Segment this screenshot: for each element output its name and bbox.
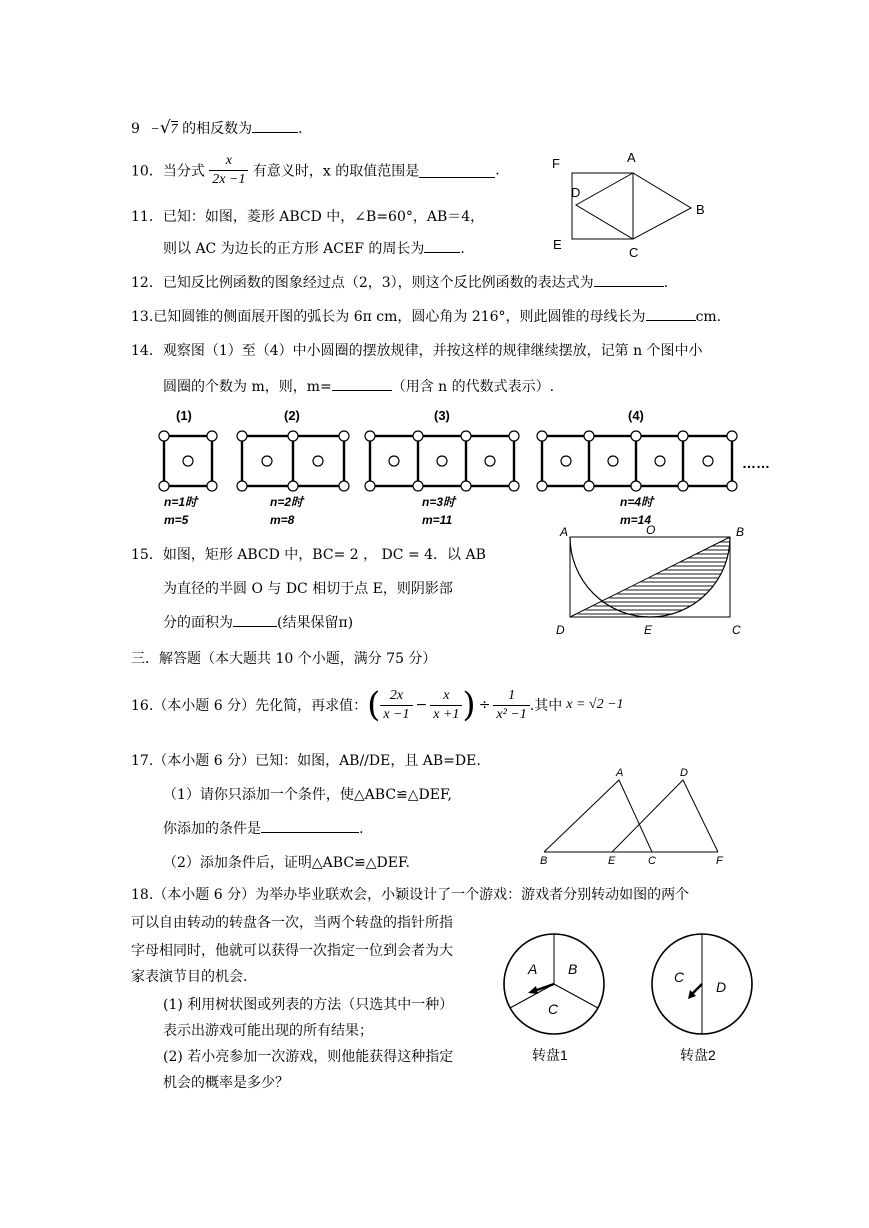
label-A: A	[627, 150, 636, 165]
question-text: 有意义时，x 的取值范围是	[252, 163, 420, 180]
question-text: 的相反数为	[182, 121, 253, 137]
triangles-figure	[536, 764, 736, 868]
question-text: (结果保留π)	[277, 615, 354, 631]
fraction-2	[430, 687, 462, 724]
fraction-denominator: x +1	[433, 706, 460, 722]
question-text: 13.已知圆锥的侧面展开图的弧长为 6π cm，圆心角为 216°，则此圆锥的母线长为	[131, 309, 646, 325]
question-18-line3: 字母相同时，他就可以获得一次指定一位到会者为大	[131, 943, 453, 959]
question-text: 12．已知反比例函数的图象经过点（2，3），则这个反比例函数的表达式为	[131, 275, 594, 291]
n-label-1: n=1时	[164, 495, 198, 509]
question-18-line4: 家表演节目的机会.	[131, 969, 248, 985]
label-B: B	[540, 855, 548, 867]
fraction-denominator: x −1	[383, 706, 410, 722]
label-O: O	[646, 524, 656, 537]
label-D: D	[571, 185, 581, 200]
sector-label-D: D	[716, 979, 727, 995]
fraction	[209, 152, 248, 189]
question-17-line2: （1）请你只添加一个条件，使△ABC≌△DEF,	[163, 787, 452, 803]
question-15-line1: 15．如图，矩形 ABCD 中，BC= 2 ， DC = 4．以 AB	[131, 547, 486, 563]
period: .	[298, 121, 303, 137]
answer-blank[interactable]	[594, 272, 664, 287]
spinner-1	[504, 934, 604, 1063]
n-label-3: n=3时	[422, 495, 456, 509]
question-text: 10．当分式	[131, 163, 205, 180]
period: .	[663, 275, 669, 291]
rhombus-square-figure	[548, 148, 718, 260]
divide-sign: ÷	[478, 697, 491, 713]
fraction-numerator: 1	[493, 687, 529, 706]
fraction-3	[493, 687, 529, 724]
question-15-line2: 为直径的半圆 O 与 DC 相切于点 E，则阴影部	[163, 581, 453, 597]
fig-title-1: (1)	[176, 408, 192, 423]
question-18-line8: 机会的概率是多少？	[163, 1075, 289, 1091]
question-text: 分的面积为	[163, 615, 233, 631]
spinner-2-caption: 转盘2	[680, 1047, 716, 1063]
spinner-2	[652, 934, 752, 1063]
fraction-numerator: x	[430, 687, 462, 706]
label-A: A	[560, 525, 569, 539]
spinner-1-caption: 转盘1	[532, 1047, 568, 1063]
question-14-line1: 14．观察图（1）至（4）中小圆圈的摆放规律，并按这样的规律继续摆放，记第 n 个图中小	[131, 343, 703, 359]
question-17-line1: 17.（本小题 6 分）已知：如图，AB//DE，且 AB=DE.	[131, 753, 481, 769]
question-15-line3	[163, 612, 353, 632]
n-label-4: n=4时	[620, 495, 654, 509]
question-14-line2	[163, 376, 554, 396]
fraction-numerator: x	[209, 152, 248, 171]
right-paren: )	[462, 685, 476, 725]
minus-sign: −	[150, 122, 160, 137]
sector-label-B: B	[568, 961, 578, 977]
question-text: 16.（本小题 6 分）先化简，再求值：	[131, 698, 368, 714]
label-C: C	[629, 245, 639, 260]
unit-cm: cm.	[695, 309, 722, 325]
question-10	[131, 152, 500, 189]
fraction-denominator: 2x −1	[212, 172, 246, 187]
label-A: A	[616, 767, 624, 779]
question-16	[131, 680, 624, 730]
question-17-line4: （2）添加条件后，证明△ABC≌△DEF.	[163, 855, 410, 871]
m-label-2: m=8	[270, 513, 295, 527]
left-paren: (	[367, 685, 381, 725]
label-C: C	[648, 855, 656, 867]
answer-blank[interactable]	[233, 612, 277, 627]
answer-blank[interactable]	[424, 238, 460, 253]
label-E: E	[608, 855, 616, 867]
question-text: （用含 n 的代数式表示）.	[391, 379, 555, 395]
question-18-line7: (2) 若小亮参加一次游戏，则他能获得这种指定	[163, 1049, 454, 1065]
label-C: C	[732, 623, 741, 637]
radicand: 7	[170, 122, 178, 137]
label-F: F	[552, 156, 560, 171]
n-label-2: n=2时	[270, 495, 304, 509]
label-F: F	[716, 855, 723, 867]
label-D: D	[680, 767, 688, 779]
question-12	[131, 272, 668, 292]
question-18-line5: (1) 利用树状图或列表的方法（只选其中一种）	[163, 997, 454, 1013]
fig-title-2: (2)	[284, 408, 300, 423]
period: .	[460, 241, 465, 257]
answer-blank[interactable]	[646, 306, 696, 321]
question-11-line2	[163, 238, 465, 258]
label-D: D	[556, 623, 565, 637]
answer-blank[interactable]	[419, 163, 495, 178]
section-3-title: 三．解答题（本大题共 10 个小题，满分 75 分）	[131, 651, 437, 667]
question-18-line2: 可以自由转动的转盘各一次，当两个转盘的指针所指	[131, 915, 453, 931]
circle-pattern-figure	[152, 400, 788, 530]
fraction-1	[380, 687, 412, 724]
question-text: 你添加的条件是	[163, 821, 261, 837]
sector-label-C: C	[548, 1001, 559, 1017]
condition: x = √2 −1	[566, 697, 624, 712]
question-text: 圆圈的个数为 m，则，m=	[163, 379, 332, 395]
question-17-line3	[163, 818, 363, 838]
question-9	[131, 118, 303, 138]
sector-label-C: C	[674, 969, 685, 985]
question-number: 9	[131, 121, 140, 137]
fraction-numerator: 2x	[380, 687, 412, 706]
period: .	[495, 162, 500, 179]
m-label-3: m=11	[422, 513, 453, 527]
question-text: .其中	[529, 698, 563, 714]
question-13	[131, 306, 721, 326]
period: .	[359, 821, 364, 837]
spinners-figure	[496, 922, 756, 1070]
answer-blank[interactable]	[261, 818, 359, 833]
label-E: E	[553, 237, 562, 252]
label-E: E	[644, 623, 653, 637]
question-18-line6: 表示出游戏可能出现的所有结果；	[163, 1023, 373, 1039]
fraction-denominator: x² −1	[496, 706, 527, 722]
question-11-line1: 11．已知：如图，菱形 ABCD 中，∠B=60°，AB＝4，	[131, 209, 485, 225]
m-label-1: m=5	[164, 513, 189, 527]
question-18-line1: 18.（本小题 6 分）为举办毕业联欢会，小颖设计了一个游戏：游戏者分别转动如图的两个	[131, 887, 690, 903]
sector-label-A: A	[528, 961, 538, 977]
m-label-4: m=14	[620, 513, 652, 527]
minus-sign: −	[415, 697, 428, 713]
question-text: 则以 AC 为边长的正方形 ACEF 的周长为	[163, 241, 425, 257]
rectangle-semicircle-figure	[552, 524, 752, 644]
answer-blank[interactable]	[332, 376, 392, 391]
label-B: B	[736, 525, 745, 539]
ellipsis: ……	[742, 455, 770, 471]
label-B: B	[696, 202, 705, 217]
fig-title-3: (3)	[434, 408, 450, 423]
answer-blank[interactable]	[252, 118, 298, 133]
sqrt-sign: √	[159, 118, 171, 138]
fig-title-4: (4)	[628, 408, 644, 423]
